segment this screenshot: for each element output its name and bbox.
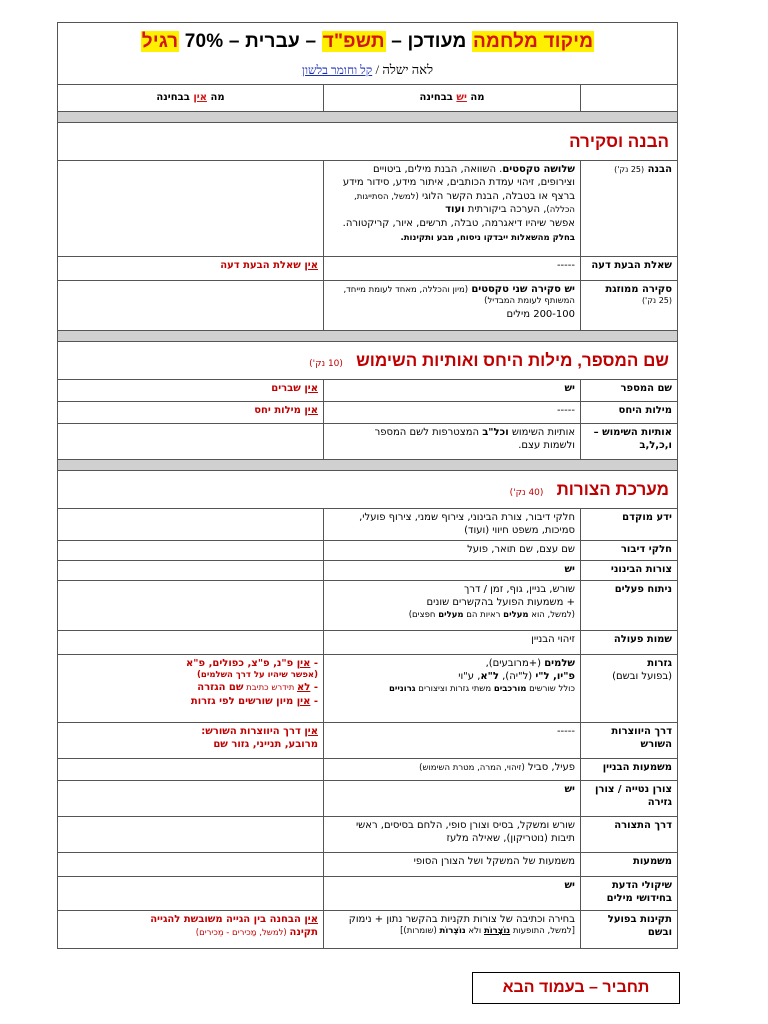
row-no <box>58 852 324 876</box>
text-bold: שלמים <box>544 657 575 669</box>
author-line <box>62 61 673 79</box>
neg-text: שברים <box>271 382 301 394</box>
header-no-suffix: בבחינה <box>156 92 190 104</box>
text-bold: מעלים <box>503 609 529 620</box>
row-no <box>58 876 324 910</box>
text: , ע"וי <box>458 671 481 682</box>
gap-row <box>58 111 678 122</box>
text: ראיות הם <box>463 609 504 620</box>
row-numeral <box>58 379 678 401</box>
title-subject: – עברית – 70% <box>184 31 317 52</box>
row-label <box>581 910 678 948</box>
neg-text: שם הגזרה <box>197 682 244 694</box>
text: (ל"יה), <box>498 671 536 682</box>
title-updated: מעודכן – <box>391 31 467 52</box>
row-no <box>58 280 324 330</box>
header-yes <box>324 85 581 112</box>
text-bold: ועוד <box>445 204 465 216</box>
text: סמיכות, משפט חיווי (ועוד) <box>464 525 575 536</box>
gap-cell <box>58 459 678 470</box>
row-action-nouns <box>58 630 678 654</box>
row-yes <box>324 580 581 630</box>
gap-cell <box>58 111 678 122</box>
header-no-prefix: מה <box>210 92 225 104</box>
author-name: לאה ישלה / <box>375 61 434 77</box>
row-label <box>581 780 678 816</box>
text-small: הכללה) <box>546 205 575 216</box>
neg-text: מיון שורשים לפי גזרות <box>190 695 297 707</box>
focus-table <box>57 22 678 949</box>
label-text: הבנה <box>647 163 672 175</box>
row-considerations <box>58 876 678 910</box>
row-label: חלקי דיבור <box>581 540 678 560</box>
row-meaning <box>58 852 678 876</box>
text-bold: גרוניים <box>389 683 416 694</box>
neg-word: אין <box>304 725 318 737</box>
row-word-formation <box>58 816 678 852</box>
neg-text: - <box>310 682 318 694</box>
text-bold: נוֹצְרוֹת <box>439 926 466 936</box>
title-level: רגיל <box>141 31 179 52</box>
text: כולל שורשים <box>526 683 575 694</box>
row-label: שאלת הבעת דעה <box>581 256 678 280</box>
text-bold: נוֹצָרוֹת <box>483 926 511 936</box>
gap-row <box>58 459 678 470</box>
neg-text: הבחנה בין הגייה משובשת להגייה <box>150 913 305 925</box>
neg-word: אין <box>304 259 318 271</box>
section-title: שם המספר, מילות היחס ואותיות השימוש <box>356 350 669 370</box>
points: (25 נק') <box>641 296 672 306</box>
row-no <box>58 630 324 654</box>
text-small: (מיון והכללה, מאחד לעומת מייחד, <box>343 284 469 295</box>
neg-text: (אפשר שיהיו על דרך השלמים) <box>197 670 318 680</box>
text: ברצף או בטבלה, הבנת הקשר הלוגי <box>421 190 575 202</box>
site-link[interactable]: קל וחומר בלשון <box>301 62 373 77</box>
gap-cell <box>58 330 678 341</box>
neg-text: - <box>310 657 318 669</box>
label-text: דרך היווצרות <box>611 725 672 737</box>
label-text: אותיות השימוש – <box>593 426 672 438</box>
row-participle <box>58 560 678 580</box>
text-bold: פ"יו, ל"י <box>535 671 575 682</box>
row-label <box>581 876 678 910</box>
points: (25 נק') <box>614 164 645 174</box>
text-small: (זיהוי, המרה, מטרת השימוש) <box>419 762 525 773</box>
row-no <box>58 560 324 580</box>
row-yes <box>324 423 581 459</box>
label-text: ו,כ,ל,ב <box>639 440 672 452</box>
label-text: בחידושי מילים <box>606 893 672 904</box>
row-parts-of-speech <box>58 540 678 560</box>
title-year: תשפ"ד <box>322 31 385 52</box>
row-no <box>58 816 324 852</box>
row-opinion <box>58 256 678 280</box>
text-bold: בחלק מהשאלות ייבדקו ניסוח, מבע ותקינות. <box>400 233 575 244</box>
row-label: מילות היחס <box>581 401 678 423</box>
row-label <box>581 423 678 459</box>
neg-text: דרך היווצרות השורש: <box>201 725 305 737</box>
row-correctness <box>58 910 678 948</box>
row-yes <box>324 280 581 330</box>
row-verb-analysis <box>58 580 678 630</box>
row-yes: ----- <box>324 722 581 758</box>
label-text: גזירה <box>647 797 672 808</box>
neg-text: תקינה <box>289 927 318 938</box>
row-yes: יש <box>324 560 581 580</box>
row-yes: יש <box>324 379 581 401</box>
neg-text: מילות יחס <box>254 404 301 416</box>
label-text: (בפועל ובשם) <box>612 671 672 682</box>
header-empty-cell <box>581 85 678 112</box>
text-small: (למשל, הסתייגות, <box>354 191 419 202</box>
label-text: תקינות בפועל <box>607 913 672 925</box>
row-label: שמות פעולה <box>581 630 678 654</box>
header-no <box>58 85 324 112</box>
row-yes <box>324 654 581 722</box>
text: שורש, בניין, גוף, זמן / דרך <box>463 583 575 595</box>
row-yes <box>324 910 581 948</box>
row-yes: ----- <box>324 401 581 423</box>
row-understanding <box>58 160 678 256</box>
section-title: הבנה וסקירה <box>569 131 669 151</box>
text: , הערכה ביקורתית <box>464 204 547 216</box>
row-label: שם המספר <box>581 379 678 401</box>
row-yes <box>324 816 581 852</box>
label-text: גזרות <box>647 657 672 669</box>
text: (+מרובעים), <box>485 657 545 669</box>
neg-text: שאלת הבעת דעה <box>220 259 301 271</box>
text-bold: שלושה טקסטים <box>502 163 575 175</box>
row-yes: יש <box>324 780 581 816</box>
row-no <box>58 160 324 256</box>
text: פעיל, סביל <box>528 761 575 773</box>
section-comprehension-cell <box>58 122 678 160</box>
text-bold: וכל"ב <box>482 426 509 438</box>
text: חלקי דיבור, צורת הבינוני, צירוף שמני, צירוף פועלי, <box>359 511 575 523</box>
text: אפשר שיהיו דיאגרמה, טבלה, תרשים, איור, קריקטורה. <box>342 217 575 229</box>
label-text: השורש <box>640 739 672 750</box>
row-label: משמעות <box>581 852 678 876</box>
row-no <box>58 379 324 401</box>
neg-word: אין <box>296 695 311 707</box>
row-no <box>58 508 324 540</box>
row-morphemes <box>58 780 678 816</box>
row-yes: זיהוי הבניין <box>324 630 581 654</box>
row-prior-knowledge <box>58 508 678 540</box>
section-forms <box>58 470 678 508</box>
section-number-cell <box>58 341 678 379</box>
text-bold: יש סקירה שני טקסטים <box>471 283 575 295</box>
row-no <box>58 758 324 780</box>
text-small: המשותף לעומת המבדיל) <box>484 296 575 307</box>
neg-word: אין <box>304 382 318 394</box>
header-no-word: אין <box>193 92 207 104</box>
neg-text: פ"נ, פ"צ, כפולים, פ"א <box>186 657 297 669</box>
row-no <box>58 654 324 722</box>
row-label: צורות הבינוני <box>581 560 678 580</box>
neg-text: מרובע, תנייני, גזור שם <box>213 739 318 750</box>
label-text: ובשם <box>647 927 672 938</box>
label-text: שיקולי הדעת <box>611 879 672 891</box>
row-label: ידע מוקדם <box>581 508 678 540</box>
text: (שומרות)] <box>400 926 440 936</box>
row-label <box>581 722 678 758</box>
neg-word: אין <box>304 404 318 416</box>
label-text: צורן נטייה / צורן <box>594 783 672 795</box>
section-number <box>58 341 678 379</box>
row-yes: יש <box>324 876 581 910</box>
row-summary <box>58 280 678 330</box>
header-yes-prefix: מה <box>470 92 485 104</box>
section-comprehension <box>58 122 678 160</box>
header-yes-word: יש <box>456 92 467 104</box>
text-bold: מעלים <box>438 609 464 620</box>
row-prepositions <box>58 401 678 423</box>
row-label <box>581 280 678 330</box>
row-no <box>58 540 324 560</box>
text: אותיות השימוש <box>508 426 575 438</box>
section-title: מערכת הצורות <box>556 479 669 499</box>
row-no <box>58 780 324 816</box>
text: וצירופים, זיהוי עמדת הכותבים, איתור מידע, סידור מידע <box>342 177 575 189</box>
row-label: משמעות הבניין <box>581 758 678 780</box>
section-forms-cell <box>58 470 678 508</box>
row-label <box>581 654 678 722</box>
neg-text: - <box>310 695 318 707</box>
row-no <box>58 580 324 630</box>
title-focus-war: מיקוד מלחמה <box>472 31 594 52</box>
row-no <box>58 722 324 758</box>
neg-word: אין <box>296 657 311 669</box>
text: חפצים) <box>408 609 439 620</box>
header-yes-suffix: בבחינה <box>419 92 453 104</box>
title-cell <box>58 23 678 85</box>
text-bold: ל"א <box>480 671 499 682</box>
row-label: ניתוח פעלים <box>581 580 678 630</box>
text: [למשל, התופעות <box>510 926 575 936</box>
text-bold: מורכבים <box>493 683 527 694</box>
neg-word: לא <box>297 682 311 694</box>
gap-row <box>58 330 678 341</box>
neg-text: (למשל, מַכירים - מְכירים) <box>195 928 290 938</box>
text: משתי גזרות וציצורים <box>415 683 494 694</box>
text: שורש ומשקל, בסיס וצורן סופי, הלחם בסיסים, ראשי <box>355 819 575 831</box>
label-text: סקירה ממוזגת <box>605 283 672 295</box>
row-no <box>58 423 324 459</box>
row-yes: ----- <box>324 256 581 280</box>
row-letters <box>58 423 678 459</box>
row-yes <box>324 160 581 256</box>
section-points: (40 נק') <box>509 487 544 498</box>
text: (למשל, הוא <box>528 609 575 620</box>
row-label <box>581 160 678 256</box>
neg-word: אין <box>304 913 318 925</box>
neg-text: תידרש כתיבת <box>243 683 298 694</box>
row-yes <box>324 758 581 780</box>
row-binyan-meaning <box>58 758 678 780</box>
text: + משמעות הפועל בהקשרים שונים <box>426 597 575 608</box>
section-points: (10 נק') <box>309 358 343 369</box>
text: 200-100 מילים <box>506 308 575 320</box>
row-root-formation <box>58 722 678 758</box>
row-yes: משמעות של המשקל ושל הצורן הסופי <box>324 852 581 876</box>
text: תיבות (נוטריקון), שאילה מלעז <box>446 833 575 844</box>
row-yes: שם עצם, שם תואר, פועל <box>324 540 581 560</box>
text: בחירה וכתיבה של צורות תקניות בהקשר נתון + נימוק <box>348 913 575 925</box>
row-no <box>58 910 324 948</box>
row-no <box>58 256 324 280</box>
text: המצטרפות לשם המספר <box>374 426 483 438</box>
exam-focus-page <box>58 22 678 949</box>
text: . השוואה, הבנת מילים, ביטויים <box>372 163 503 175</box>
next-page-note: תחביר – בעמוד הבא <box>472 972 680 1004</box>
text: ולשמות עצם. <box>518 440 575 452</box>
row-root-groups <box>58 654 678 722</box>
title-row <box>58 23 678 85</box>
text: ולא <box>465 926 484 936</box>
row-label: דרך התצורה <box>581 816 678 852</box>
row-yes <box>324 508 581 540</box>
row-no <box>58 401 324 423</box>
page-title <box>62 29 673 55</box>
column-header-row <box>58 85 678 112</box>
